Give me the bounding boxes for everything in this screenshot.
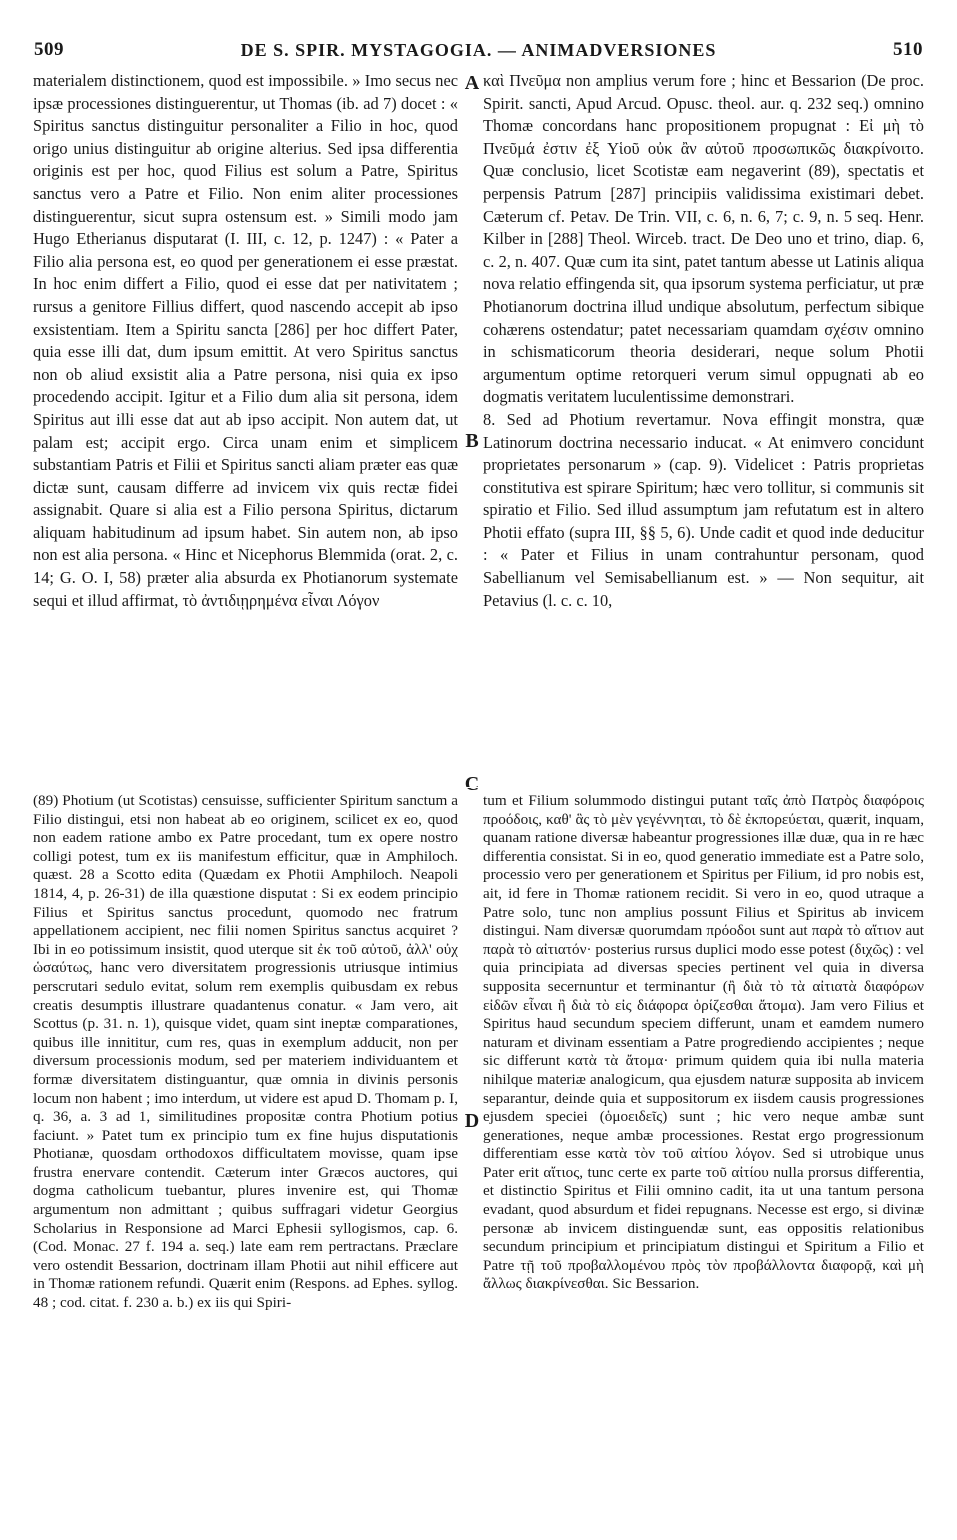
section-divider — [33, 787, 924, 788]
left-column-footnote — [33, 792, 458, 1492]
page-number-left: 509 — [34, 39, 64, 60]
running-title: DE S. SPIR. MYSTAGOGIA. — ANIMADVERSIONES — [240, 39, 717, 60]
right-column-footnote — [483, 792, 924, 1492]
right-main-paragraph: καὶ Πνεῦμα non amplius verum fore ; hinc et Bessarion (De proc. Spirit. sancti, Apud Arcud. Opusc. theol. aur. q. 232 seq.) omnino Thomæ concordans hanc propositionem propugnat : Εἰ μὴ τὸ Πνεῦμά ἐστιν ἐξ Υἱοῦ οὐκ ἂν αὐτοῦ προσωπικῶς διακρίνοιτο. Quæ conclusio, licet Scotistæ eam negaverint (89), spectatis et perpensis Patrum [287] principiis validissima existimari debet. Cæterum cf. Petav. De Trin. VII, c. 6, n. 6, 7; c. 9, n. 5 seq. Henr. Kilber in [288] Theol. Wirceb. tract. De Deo uno et trino, diap. 6, c. 2, n. 407. Quæ cum ita sint, patet tantum abesse ut Latinis aliqua nova relatio effingenda sit, qua ipsorum systema perficiatur, ut præ Photianorum doctrina illud undique absolutum, perfectum sibique cohærens ostendatur; patet necessariam quamdam σχέσιν omnino in schismaticorum theoria desiderari, neque solum Photii argumentum optime retorqueri verum simul oppugnati ab eo dogmatis veritatem luculentissime demonstrari. 8. Sed ad Photium revertamur. Nova effingit monstra, quæ Latinorum doctrina necessario inducat. « At enimvero concidunt proprietates personarum » (cap. 9). Videlicet : Patris proprietas constitutiva est spirare Spiritum; hæc vero tollitur, si communis sit spiratio et Filio. Sed illud assumptum jam refutatum est in altero Photii effato (supra III, §§ 5, 6). Unde cadit et quod inde deducitur : « Pater et Filius in unam contrahuntur personam, quod Sabellianum vel Semisabellianum est. » — Non sequitur, ait Petavius (l. c. c. 10, — [483, 71, 924, 610]
left-column-main-text — [33, 70, 458, 788]
left-main-paragraph: materialem distinctionem, quod est impossibile. » Imo secus nec ipsæ processiones distinguerentur, ut Thomas (ib. ad 7) docet : « Spiritus sanctus distinguitur personaliter a Filio in hoc, quod origo unius distinguitur ab origine alterius. Sed ipsa differentia originis est per hoc, quod Filius est solum a Patre, Spiritus sanctus vero a Patre et Filio. Non enim aliter processiones distinguerentur, sicut supra ostensum est. » Simili modo jam Hugo Etherianus disputarat (I. III, c. 12, p. 1247) : « Pater a Filio alia persona est, eo quod per generationem ei esse præstat. In hoc enim differt a Filio, quod ei esse dat per nativitatem ; rursus a genitore Fillius differt, quod nascendo accepit ab ipso exsistentiam. Item a Spiritu sancta [286] per hoc differt Pater, quia esse illi dat, dum ipsum emittit. At vero Spiritus sanctus non ob aliud exsistit alia a Patre persona, nisi quia ex ipso procedendo accipit. Igitur et a Filio dum alia sit persona, idem Spiritus aut illi esse dat aut ab ipso accipit. Non autem dat, ut palam est; accipit ergo. Circa unam enim et simplicem substantiam Patris et Filii et Spiritus sancti aliam præter eas quæ dictæ sunt, causam differre ad invicem vix quis rectæ fidei assignabit. Quare si alia est a Filio persona Spiritus, dictarum aliquam habitudinum ad ipsum habet. Sin autem non, ab ipso non est alia persona. « Hinc et Nicephorus Blemmida (orat. 2, c. 14; G. O. I, 58) præter alia absurda ex Photianorum systemate sequi et illud affirmat, τὸ ἀντιδιῃρημένα εἶναι Λόγον — [33, 71, 458, 610]
margin-marker-c: C — [464, 773, 480, 795]
margin-marker-b: B — [465, 430, 479, 452]
margin-marker-a: A — [464, 72, 480, 94]
right-column-main-text — [483, 70, 924, 788]
page-header — [34, 34, 923, 66]
footnote-89-continuation: tum et Filium solummodo distingui putant ταῖς ἀπὸ Πατρὸς διαφόροις προόδοις, καθ' ἃς τὸ μὲν γεγέννηται, τὸ δὲ ἐκπορεύεται, quærit, inquam, quanam ratione diversæ habeantur progressiones illæ duæ, qua in re hæc differentia consistat. Si in eo, quod generatio immediate est a Patre solo, processio vero per generationem et Spiritus per Filium, id pro nobis est, ait, id fere in Thomæ rationem recidit. Si vero in eo, quod utraque a Patre solo, tunc non amplius possunt Filius et Spiritus ab invicem distingui. Nam diversæ quorumdam πρόοδοι sunt aut παρὰ τὸ αἴτιον aut παρὰ τὸ αἰτιατόν· posterius rursus duplici modo esse potest (διχῶς) : vel quia principiata ad diversas species pertinent vel quia in diversa supposita secernuntur et terminantur (ἢ διὰ τὸ τὰ αἰτιατὰ διαφόρων εἰδῶν εἶναι ἢ διὰ τὸ εἰς διάφορα ὁρίζεσθαι ἄτομα). Jam vero Filius et Spiritus haud secundum speciem differunt, unam et eamdem numero naturam et divinam essentiam a Patre progrediendo accipientes ; neque sic differunt κατὰ τὰ ἄτομα· primum quidem quia ibi nulla materia nihilque materiæ analogicum, qua ejusdem naturæ supposita ab invicem separantur, deinde quia et suppositorum ex iisdem causis progressiones ejusdem speciei (ὁμοειδεῖς) sunt ; hic vero neque ambæ sunt generationes, neque ambæ processiones. Restat ergo progressionum differentiam esse κατὰ τὸν τοῦ αἰτίου λόγον. Sed si utrobique unus Pater erit αἴτιος, tunc certe ex parte τοῦ αἰτίου nulla prorsus differentia, et distinctio Spiritus et Filii omnino cadit, ita ut una tantum persona evadant, quod absurdum et fidei repugnans. Necesse est ergo, si divinæ personæ ab invicem distinguendæ sunt, eas oppositis relationibus secundum principium et principiatum distingui et Spiritum a Filio et Patre τῇ τοῦ προβαλλομένου πρὸς τὸν προβάλλοντα διαφορᾷ, καὶ μὴ ἄλλως διακρίνεσθαι. Sic Bessarion. — [483, 792, 924, 1293]
margin-marker-d: D — [464, 1110, 480, 1132]
page-number-right: 510 — [892, 39, 923, 60]
footnote-89-text: (89) Photium (ut Scotistas) censuisse, sufficienter Spiritum sanctum a Filio distingui, etsi non habeat ab eo originem, scilicet ex eo, quod non eadem ratione ambo ex Patre procedant, tum ex opere nostro colligi potest, tum ex iis manifestum efficitur, quæ in Amphiloch. quæst. 28 a Scotto edita (Quædam ex Photii Amphiloch. Neapoli 1814, 4, p. 26-31) de illa quæstione disputat : Si ex eodem principio Filius et Spiritus sanctus procedunt, quomodo nec fratrum appellationem accipient, nec filii nomen Spiritus sanctus acquiret ? Ibi in eo potissimum insistit, quod uterque sit ἐκ τοῦ αὐτοῦ, ἀλλ' οὐχ ὡσαύτως, hanc vero diversitatem progressionis utriusque intimius perscrutari sedulo evitat, solum rem exemplis quibusdam ex rebus creatis desumptis illustrare quadantenus conatur. « Jam vero, ait Scottus (p. 31. n. 1), quisque videt, quam sint ineptæ comparationes, quibus ille innititur, cum res, quas in exemplum adducit, non per diversum processionis modum, sed per materiem individuantem et formæ diversitatem distinguantur, quæ omnia in divinis personis locum non habent ; imo interdum, ut videre est apud D. Thomam p. I, q. 36, a. 3 ad 1, similitudines propositæ contra Photium potius faciunt. » Patet tum ex principio tum ex fine hujus disputationis Photianæ, quosdam orthodoxos difficultatem movisse, quam ipse frustra enervare contendit. Cæterum inter Græcos auctores, qui dogma catholicum tuebantur, plures invenire est, qui Thomæ argumentum non admittant ; quibus suffragari videtur Georgius Scholarius in Responsione ad Marci Ephesii syllogismos, cap. 6. (Cod. Monac. 27 f. 194 a. seq.) late eam rem pertractans. Præclare vero ostendit Bessarion, doctrinam illam Photii aut nihil efficere aut in Thomæ rationem refundi. Quærit enim (Respons. ad Ephes. syllog. 48 ; cod. citat. f. 230 a. b.) ex iis qui Spiri- — [33, 792, 458, 1312]
